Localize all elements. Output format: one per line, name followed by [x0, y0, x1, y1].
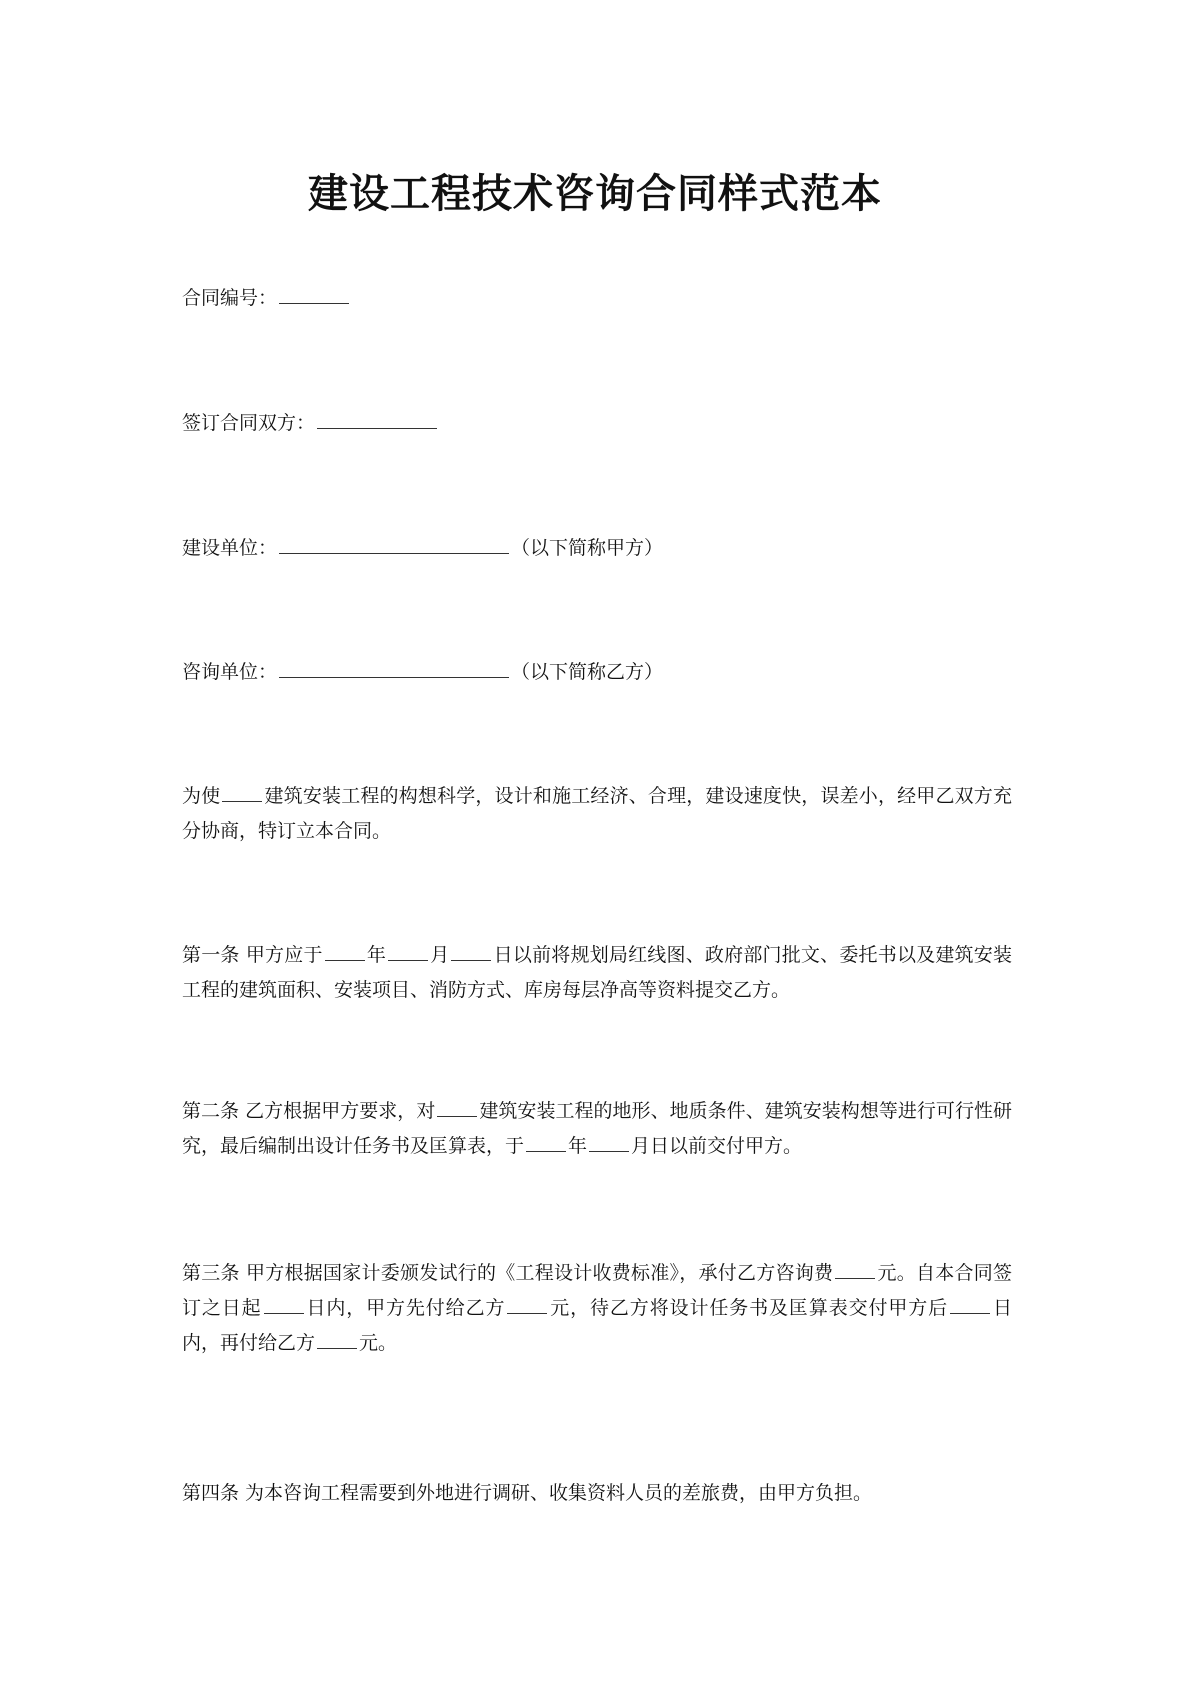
article-1-text-c: 月 [430, 944, 450, 966]
article-2-text-a: 第二条 乙方根据甲方要求，对 [182, 1100, 436, 1122]
article-4 [182, 1476, 1012, 1511]
second-payment-amount-blank[interactable] [317, 1330, 357, 1349]
party-b-line [182, 655, 1012, 689]
article-1 [182, 938, 1012, 1008]
article-3 [182, 1256, 1012, 1361]
party-b-label: 咨询单位： [182, 661, 278, 683]
preamble-text-1: 为使 [182, 785, 221, 807]
party-a-suffix: （以下简称甲方） [511, 537, 664, 559]
party-a-line [182, 531, 1012, 565]
article-3-text-c: 日内，甲方先付给乙方 [305, 1297, 506, 1319]
article-1-text-b: 年 [366, 944, 387, 966]
first-payment-amount-blank[interactable] [507, 1295, 547, 1314]
project-name-blank[interactable] [222, 783, 262, 802]
article-2-text-c: 年 [568, 1135, 588, 1157]
article-2-text-b: 建筑安装工程的地形、地质条件、建筑安装构想等进行可行性研究，最后编制出设计任务书及匡算表，于 [182, 1100, 1012, 1157]
consulting-fee-blank[interactable] [835, 1260, 875, 1279]
preamble-paragraph [182, 779, 1012, 849]
article-2-text-d: 月日以前交付甲方。 [631, 1135, 803, 1157]
article-1-text-a: 第一条 甲方应于 [182, 944, 323, 966]
article-2-year-blank[interactable] [526, 1133, 566, 1152]
article-2-project-blank[interactable] [437, 1098, 477, 1117]
article-3-text-f: 元。 [359, 1332, 398, 1354]
article-2-month-blank[interactable] [589, 1133, 629, 1152]
article-1-day-blank[interactable] [451, 942, 491, 961]
document-title: 建设工程技术咨询合同样式范本 [308, 171, 882, 217]
article-1-year-blank[interactable] [325, 942, 365, 961]
party-b-blank[interactable] [279, 659, 509, 678]
first-payment-days-blank[interactable] [264, 1295, 304, 1314]
article-3-text-e: 日内，再付给乙方 [182, 1297, 1012, 1354]
article-2 [182, 1094, 1012, 1164]
party-b-suffix: （以下简称乙方） [511, 661, 664, 683]
contract-number-label: 合同编号： [182, 287, 278, 309]
article-3-text-d: 元，待乙方将设计任务书及匡算表交付甲方后 [549, 1297, 949, 1319]
preamble-text-2: 建筑安装工程的构想科学，设计和施工经济、合理，建设速度快，误差小，经甲乙双方充分协商，特订立本合同。 [182, 785, 1012, 842]
party-a-label: 建设单位： [182, 537, 278, 559]
second-payment-days-blank[interactable] [950, 1295, 990, 1314]
parties-label: 签订合同双方： [182, 412, 316, 434]
parties-blank[interactable] [317, 410, 437, 429]
article-3-text-a: 第三条 甲方根据国家计委颁发试行的《工程设计收费标准》，承付乙方咨询费 [182, 1262, 834, 1284]
contract-number-blank[interactable] [279, 285, 349, 304]
article-1-text-d: 日以前将规划局红线图、政府部门批文、委托书以及建筑安装工程的建筑面积、安装项目、消防方式、库房每层净高等资料提交乙方。 [182, 944, 1012, 1001]
parties-line [182, 406, 1012, 440]
party-a-blank[interactable] [279, 535, 509, 554]
article-4-text: 第四条 为本咨询工程需要到外地进行调研、收集资料人员的差旅费，由甲方负担。 [182, 1482, 873, 1504]
contract-number-line [182, 281, 1012, 315]
article-3-text-b: 元。自本合同签订之日起 [182, 1262, 1012, 1319]
article-1-month-blank[interactable] [388, 942, 428, 961]
